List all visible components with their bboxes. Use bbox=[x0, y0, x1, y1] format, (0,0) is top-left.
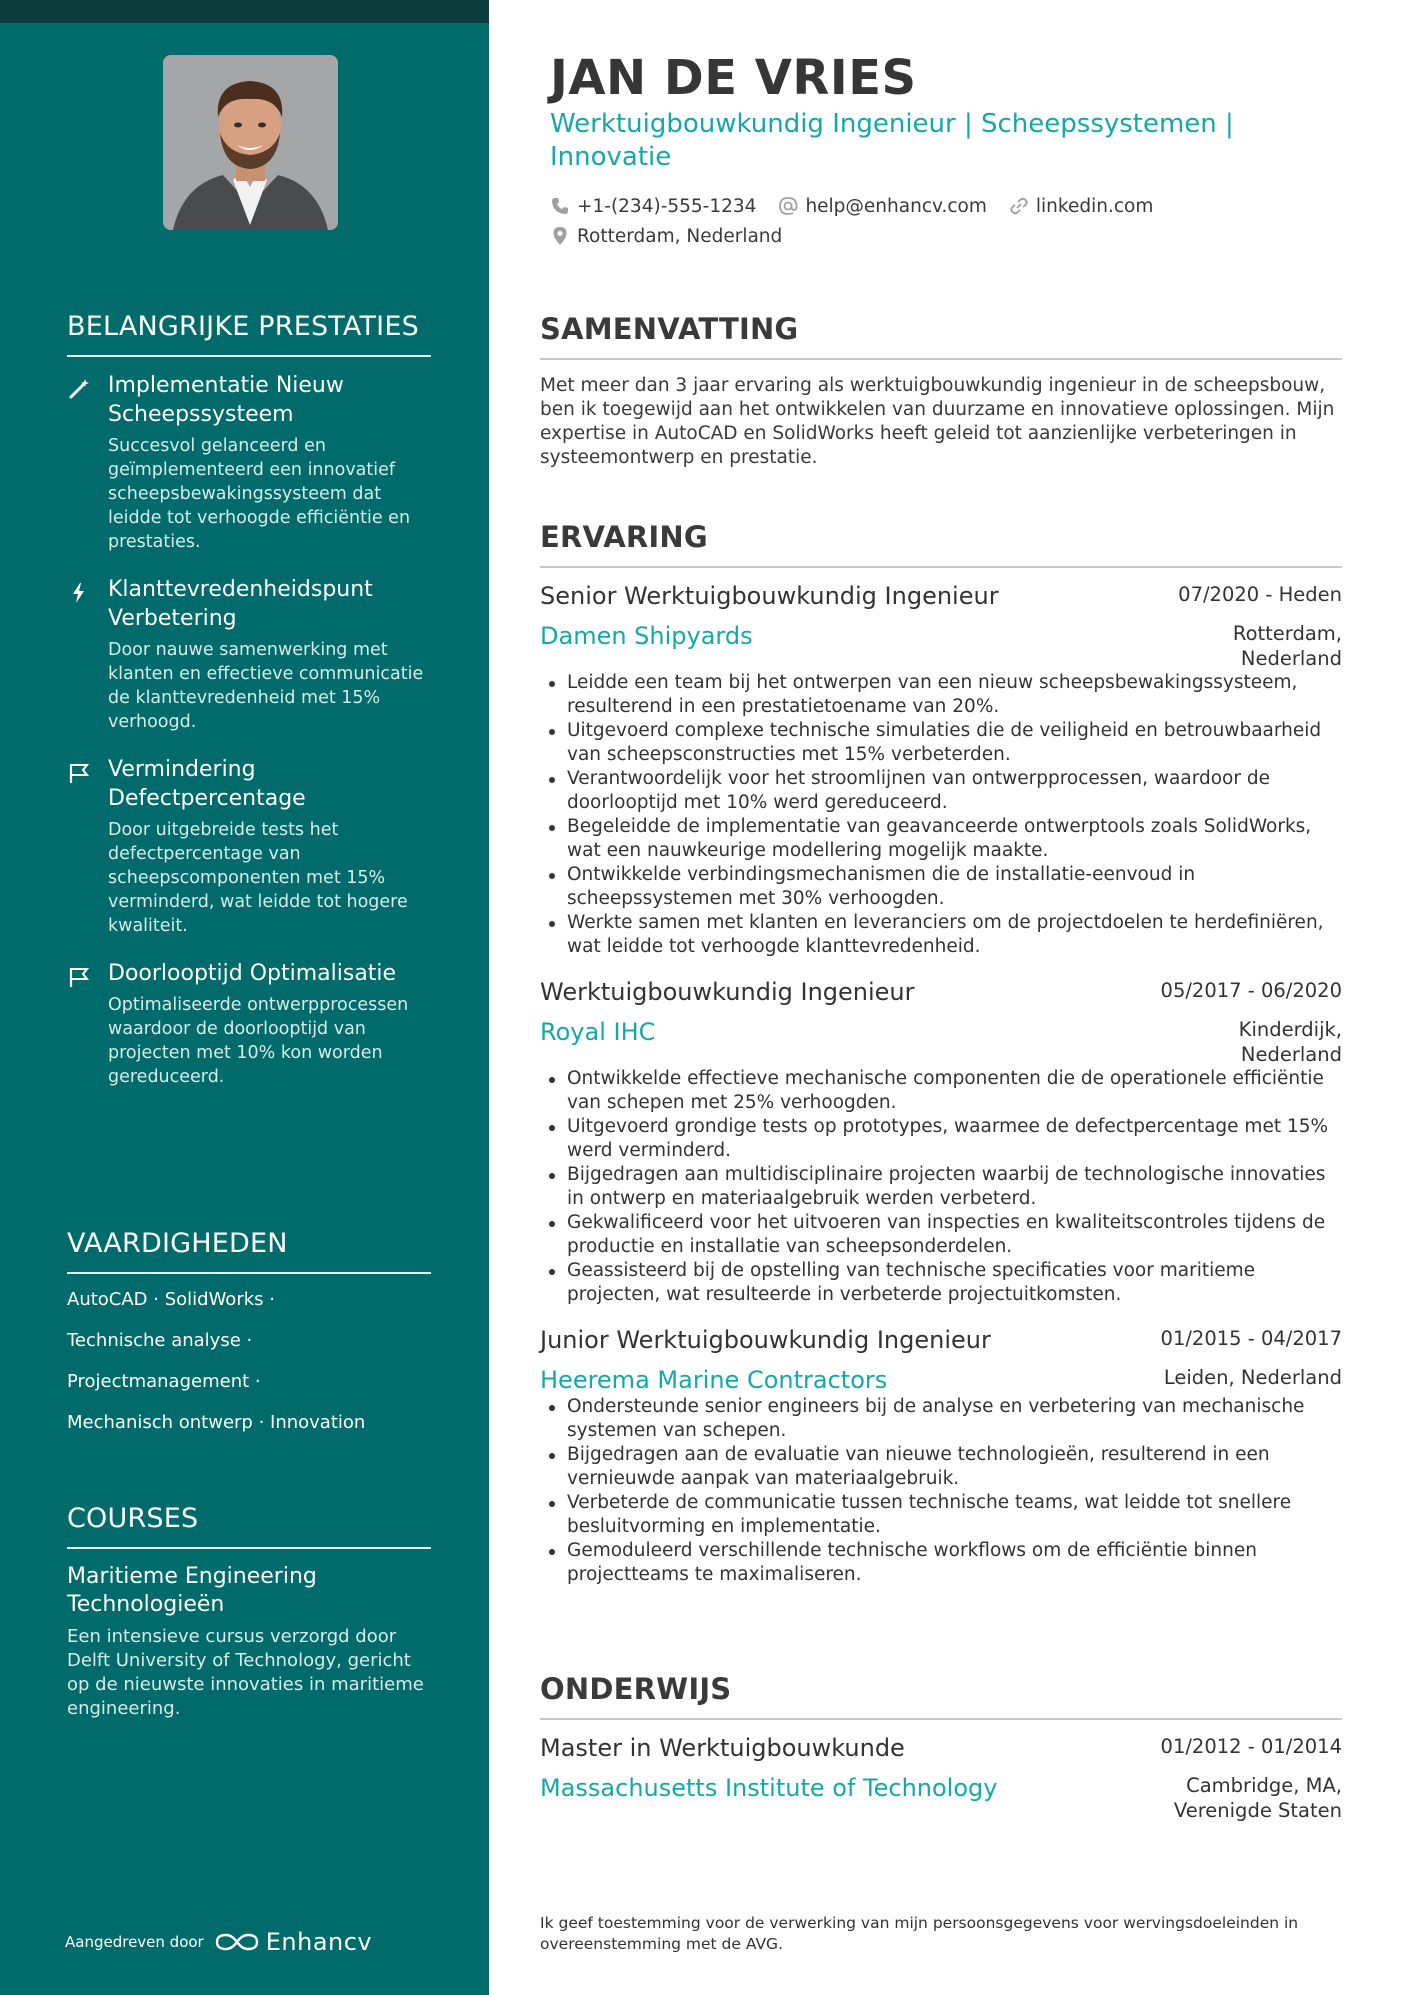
skill-line: Mechanisch ontwerp · Innovation bbox=[67, 1412, 366, 1433]
achievement-item bbox=[67, 959, 431, 1089]
job-title: Werktuigbouwkundig Ingenieur bbox=[540, 978, 915, 1006]
job-company: Damen Shipyards bbox=[540, 622, 753, 650]
experience-title: ERVARING bbox=[540, 520, 708, 554]
education-date: 01/2012 - 01/2014 bbox=[1160, 1735, 1342, 1758]
experience-section bbox=[540, 518, 1342, 1587]
education-location: Cambridge, MA, Verenigde Staten bbox=[1173, 1774, 1342, 1822]
achievement-title: Vermindering Defectpercentage bbox=[108, 757, 306, 811]
bullet-item: Uitgevoerd grondige tests op prototypes, waarmee de defectpercentage met 15% werd verminderd. bbox=[540, 1115, 1342, 1163]
job-date: 01/2015 - 04/2017 bbox=[1160, 1327, 1342, 1350]
linkedin-item[interactable] bbox=[1009, 196, 1153, 217]
achievement-item bbox=[67, 575, 431, 734]
link-icon bbox=[1009, 196, 1029, 216]
skills-title: VAARDIGHEDEN bbox=[67, 1228, 288, 1259]
job-date: 05/2017 - 06/2020 bbox=[1160, 979, 1342, 1002]
bullet-item: Gemoduleerd verschillende technische workflows om de efficiëntie binnen projectteams te maximaliseren. bbox=[540, 1539, 1342, 1587]
achievement-item bbox=[67, 755, 431, 938]
skills-list bbox=[67, 1288, 431, 1435]
section-divider bbox=[67, 1272, 431, 1274]
job-title: Senior Werktuigbouwkundig Ingenieur bbox=[540, 582, 999, 610]
bullet-item: Verantwoordelijk voor het stroomlijnen van ontwerpprocessen, waardoor de doorlooptijd met 10% werd gereduceerd. bbox=[540, 767, 1342, 815]
gdpr-consent-note: Ik geef toestemming voor de verwerking van mijn persoonsgegevens voor wervingsdoeleinden in overeenstemming met de AVG. bbox=[540, 1914, 1299, 1953]
lightning-icon bbox=[67, 581, 91, 605]
location-text: Rotterdam, Nederland bbox=[577, 225, 783, 247]
achievement-item bbox=[67, 371, 431, 554]
linkedin-text: linkedin.com bbox=[1035, 195, 1154, 217]
powered-by-label: Aangedreven door bbox=[65, 1933, 204, 1951]
job-company: Heerema Marine Contractors bbox=[540, 1366, 888, 1394]
achievement-desc: Optimaliseerde ontwerpprocessen waardoor de doorlooptijd van projecten met 10% kon worden gereduceerd. bbox=[108, 995, 409, 1087]
education-title: ONDERWIJS bbox=[540, 1672, 732, 1706]
skills-section bbox=[67, 1225, 431, 1452]
course-desc: Een intensieve cursus verzorgd door Delft University of Technology, gericht op de nieuwste innovaties in maritieme engineering. bbox=[67, 1626, 424, 1719]
course-title: Maritieme Engineering Technologieën bbox=[67, 1564, 317, 1617]
achievement-title: Klanttevredenheidspunt Verbetering bbox=[108, 577, 373, 631]
skill-line: Technische analyse · bbox=[67, 1330, 253, 1351]
section-divider bbox=[67, 355, 431, 357]
summary-section bbox=[540, 310, 1342, 470]
job-company: Royal IHC bbox=[540, 1018, 656, 1046]
bullet-item: Leidde een team bij het ontwerpen van een nieuw scheepsbewakingssysteem, resulterend in een prestatietoename van 20%. bbox=[540, 671, 1342, 719]
courses-section bbox=[67, 1500, 431, 1721]
job-date: 07/2020 - Heden bbox=[1178, 583, 1342, 606]
job-entry bbox=[540, 581, 1342, 959]
sidebar bbox=[0, 0, 489, 1995]
enhancv-logo[interactable] bbox=[214, 1928, 372, 1956]
section-divider bbox=[67, 1547, 431, 1549]
summary-text: Met meer dan 3 jaar ervaring als werktuigbouwkundig ingenieur in de scheepsbouw, ben ik toegewijd aan het ontwikkelen van duurzame en innovatieve oplossingen. Mijn expertise in AutoCAD en SolidWorks heeft geleid tot aanzienlijke verbeteringen in systeemontwerp en prestatie. bbox=[540, 375, 1335, 468]
section-divider bbox=[540, 566, 1342, 568]
location-pin-icon bbox=[550, 226, 570, 246]
education-section bbox=[540, 1670, 1342, 1823]
education-entry bbox=[540, 1733, 1342, 1823]
achievement-title: Doorlooptijd Optimalisatie bbox=[108, 961, 397, 986]
email-item[interactable] bbox=[778, 196, 986, 217]
achievements-title: BELANGRIJKE PRESTATIES bbox=[67, 311, 419, 342]
skill-line: Projectmanagement · bbox=[67, 1371, 261, 1392]
phone-item[interactable] bbox=[550, 196, 756, 217]
job-title: Junior Werktuigbouwkundig Ingenieur bbox=[540, 1326, 991, 1354]
achievement-desc: Succesvol gelanceerd en geïmplementeerd een innovatief scheepsbewakingssysteem dat leidde tot verhoogde efficiëntie en prestaties. bbox=[108, 436, 411, 552]
job-location: Kinderdijk, Nederland bbox=[1238, 1018, 1342, 1066]
bullet-item: Uitgevoerd complexe technische simulaties die de veiligheid en betrouwbaarheid van scheepsconstructies met 15% verbeterden. bbox=[540, 719, 1342, 767]
achievement-desc: Door nauwe samenwerking met klanten en effectieve communicatie de klanttevredenheid met 15% verhoogd. bbox=[108, 640, 424, 732]
phone-text: +1-(234)-555-1234 bbox=[577, 195, 757, 217]
section-divider bbox=[540, 358, 1342, 360]
portrait-image bbox=[163, 55, 338, 230]
job-location: Leiden, Nederland bbox=[1163, 1366, 1342, 1389]
bullet-item: Gekwalificeerd voor het uitvoeren van inspecties en kwaliteitscontroles tijdens de productie en installatie van scheepsonderdelen. bbox=[540, 1211, 1342, 1259]
achievement-desc: Door uitgebreide tests het defectpercentage van scheepscomponenten met 15% verminderd, wat leidde tot hogere kwaliteit. bbox=[108, 820, 408, 936]
candidate-name: JAN DE VRIES bbox=[550, 50, 917, 106]
job-bullets bbox=[540, 1395, 1342, 1587]
flag-icon bbox=[67, 761, 91, 785]
bullet-item: Bijgedragen aan de evaluatie van nieuwe technologieën, resulterend in een vernieuwde aanpak van materiaalgebruik. bbox=[540, 1443, 1342, 1491]
bullet-item: Ontwikkelde effectieve mechanische componenten die de operationele efficiëntie van schepen met 25% verhoogden. bbox=[540, 1067, 1342, 1115]
magic-wand-icon bbox=[67, 377, 91, 401]
achievements-section bbox=[67, 308, 431, 1089]
bullet-item: Bijgedragen aan multidisciplinaire projecten waarbij de technologische innovaties in ontwerp en materiaalgebruik werden verbeterd. bbox=[540, 1163, 1342, 1211]
job-bullets bbox=[540, 671, 1342, 959]
profile-photo bbox=[163, 55, 338, 230]
job-entry bbox=[540, 1325, 1342, 1587]
flag-icon bbox=[67, 965, 91, 989]
contact-info bbox=[550, 192, 1250, 252]
powered-by bbox=[65, 1928, 372, 1956]
school-name: Massachusetts Institute of Technology bbox=[540, 1774, 998, 1802]
at-icon bbox=[778, 196, 798, 216]
phone-icon bbox=[550, 196, 570, 216]
section-divider bbox=[540, 1718, 1342, 1720]
enhancv-logo-icon bbox=[214, 1931, 260, 1953]
bullet-item: Geassisteerd bij de opstelling van technische specificaties voor maritieme projecten, wat resulteerde in verbeterde projectuitkomsten. bbox=[540, 1259, 1342, 1307]
email-text: help@enhancv.com bbox=[805, 195, 987, 217]
skill-line: AutoCAD · SolidWorks · bbox=[67, 1289, 275, 1310]
headline: Werktuigbouwkundig Ingenieur | Scheepssystemen | Innovatie bbox=[550, 109, 1234, 172]
bullet-item: Ontwikkelde verbindingsmechanismen die de installatie-eenvoud in scheepssystemen met 30% verhoogden. bbox=[540, 863, 1342, 911]
courses-title: COURSES bbox=[67, 1503, 199, 1534]
bullet-item: Ondersteunde senior engineers bij de analyse en verbetering van mechanische systemen van schepen. bbox=[540, 1395, 1342, 1443]
bullet-item: Werkte samen met klanten en leveranciers om de projectdoelen te herdefiniëren, wat leidde tot verhoogde klanttevredenheid. bbox=[540, 911, 1342, 959]
bullet-item: Begeleidde de implementatie van geavanceerde ontwerptools zoals SolidWorks, wat een nauwkeurige modellering mogelijk maakte. bbox=[540, 815, 1342, 863]
bullet-item: Verbeterde de communicatie tussen technische teams, wat leidde tot snellere besluitvorming en implementatie. bbox=[540, 1491, 1342, 1539]
enhancv-brand-name: Enhancv bbox=[265, 1928, 373, 1956]
summary-title: SAMENVATTING bbox=[540, 312, 799, 346]
job-entry bbox=[540, 977, 1342, 1307]
degree-title: Master in Werktuigbouwkunde bbox=[540, 1734, 905, 1762]
job-bullets bbox=[540, 1067, 1342, 1307]
sidebar-top-bar bbox=[0, 0, 489, 23]
location-item bbox=[550, 226, 782, 247]
job-location: Rotterdam, Nederland bbox=[1232, 622, 1342, 670]
achievement-title: Implementatie Nieuw Scheepssysteem bbox=[108, 373, 344, 427]
